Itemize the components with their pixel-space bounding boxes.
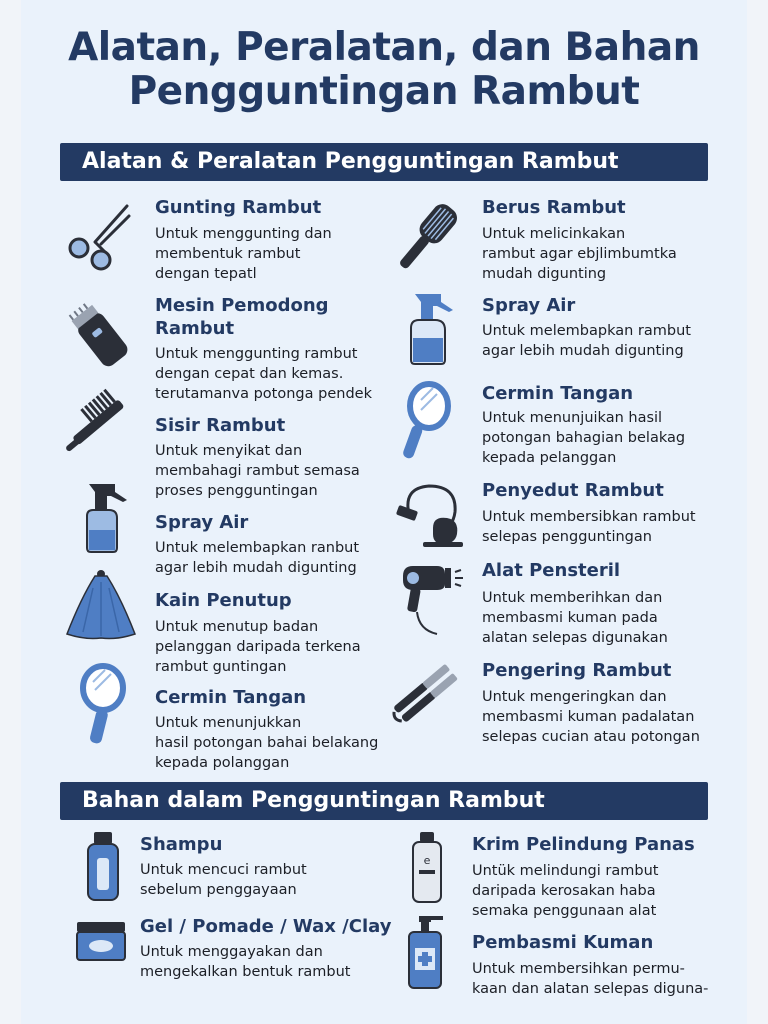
- tool-desc-sisir-rambut: Untuk menyikat dan membahagi rambut semasa proses pengguntingan: [155, 443, 360, 499]
- tool-name-alat-pensteril: Alat Pensteril: [482, 560, 621, 581]
- material-desc-gel-pomade: Untuk menggayakan dan mengekalkan bentuk rambut: [140, 944, 351, 980]
- tool-desc-cermin-tangan-left: Untuk menunjukkan hasil potongan bahai belakang kepada polanggan: [155, 715, 379, 771]
- tool-desc-spray-air-right: Untuk melembapkan rambut agar lebih mudah digunting: [482, 323, 691, 359]
- tool-desc-pengering-rambut: Untuk mengeringkan dan membasmi kuman padalatan selepas cucian atau potongan: [482, 689, 700, 745]
- tool-desc-berus-rambut: Untuk melicinkakan rambut agar ebjlimbumtka mudah digunting: [482, 226, 677, 282]
- tool-desc-mesin-pemodong: Untuk menggunting rambut dengan cepat dan kemas. terutamanva potonga pendek: [155, 346, 372, 402]
- hair-clipper-icon: [61, 292, 137, 368]
- page-title: [21, 26, 747, 114]
- material-name-krim-pelindung: Krim Pelindung Panas: [472, 834, 695, 855]
- shampoo-bottle-icon: [85, 830, 121, 902]
- material-desc-shampu: Untuk mencuci rambut sebelum penggayaan: [140, 862, 307, 898]
- tool-name-pengering-rambut: Pengering Rambut: [482, 660, 672, 681]
- material-name-gel-pomade: Gel / Pomade / Wax /Clay: [140, 916, 392, 937]
- tool-desc-kain-penutup: Untuk menutup badan pelanggan daripada terkena rambut guntingan: [155, 619, 361, 675]
- section-heading-materials: Bahan dalam Pengguntingan Rambut: [60, 782, 708, 820]
- cream-bottle-label: e: [423, 854, 431, 867]
- scissors-icon: [65, 198, 135, 274]
- infographic-page: [21, 0, 747, 1024]
- tool-name-mesin-pemodong: Mesin Pemodong Rambut: [155, 295, 329, 339]
- tool-name-penyedut-rambut: Penyedut Rambut: [482, 480, 664, 501]
- material-desc-krim-pelindung: Untük melindungi rambut daripada kerosakan haba semaka penggunaan alat: [472, 863, 659, 919]
- hair-vacuum-icon: [393, 478, 467, 552]
- tool-desc-gunting-rambut: Untuk menggunting dan membentuk rambut dengan tepatl: [155, 226, 332, 282]
- tool-desc-spray-air: Untuk melembapkan ranbut agar lebih mudah digunting: [155, 540, 360, 576]
- material-desc-pembasmi-kuman: Untuk membersihkan permu- kaan dan alatan selepas diguna-: [472, 961, 709, 997]
- cream-bottle-icon: [409, 830, 445, 904]
- tool-desc-penyedut-rambut: Untuk membersibkan rambut selepas pengguntingan: [482, 509, 696, 545]
- tool-desc-alat-pensteril: Untuk memberihkan dan membasmi kuman pada alatan selepas digunakan: [482, 590, 668, 646]
- flat-iron-icon: [389, 654, 465, 730]
- disinfectant-bottle-icon: [405, 914, 447, 990]
- comb-icon: [63, 385, 135, 461]
- tool-name-gunting-rambut: Gunting Rambut: [155, 197, 322, 218]
- material-name-pembasmi-kuman: Pembasmi Kuman: [472, 932, 654, 953]
- tool-name-cermin-tangan-right: Cermin Tangan: [482, 383, 634, 404]
- tool-desc-cermin-tangan-right: Untuk menunjuikan hasil potongan bahagian belakag kepada pelanggan: [482, 410, 686, 466]
- tool-name-berus-rambut: Berus Rambut: [482, 197, 626, 218]
- hand-mirror-icon: [75, 662, 131, 748]
- hand-mirror-icon: [399, 380, 455, 464]
- cape-icon: [65, 568, 137, 642]
- tool-name-cermin-tangan-left: Cermin Tangan: [155, 687, 307, 708]
- page-title-line2: Pengguntingan Rambut: [128, 69, 640, 114]
- spray-bottle-icon: [401, 290, 457, 366]
- spray-bottle-icon: [75, 480, 131, 554]
- hair-brush-icon: [393, 196, 463, 276]
- tool-name-kain-penutup: Kain Penutup: [155, 590, 292, 611]
- page-title-line1: Alatan, Peralatan, dan Bahan: [68, 25, 700, 70]
- tool-name-spray-air-right: Spray Air: [482, 295, 576, 316]
- material-name-shampu: Shampu: [140, 834, 223, 855]
- hair-dryer-icon: [397, 560, 465, 640]
- section-heading-tools: Alatan & Peralatan Pengguntingan Rambut: [60, 143, 708, 181]
- pomade-jar-icon: [73, 920, 129, 964]
- tool-name-sisir-rambut: Sisir Rambut: [155, 415, 286, 436]
- tool-name-spray-air: Spray Air: [155, 512, 249, 533]
